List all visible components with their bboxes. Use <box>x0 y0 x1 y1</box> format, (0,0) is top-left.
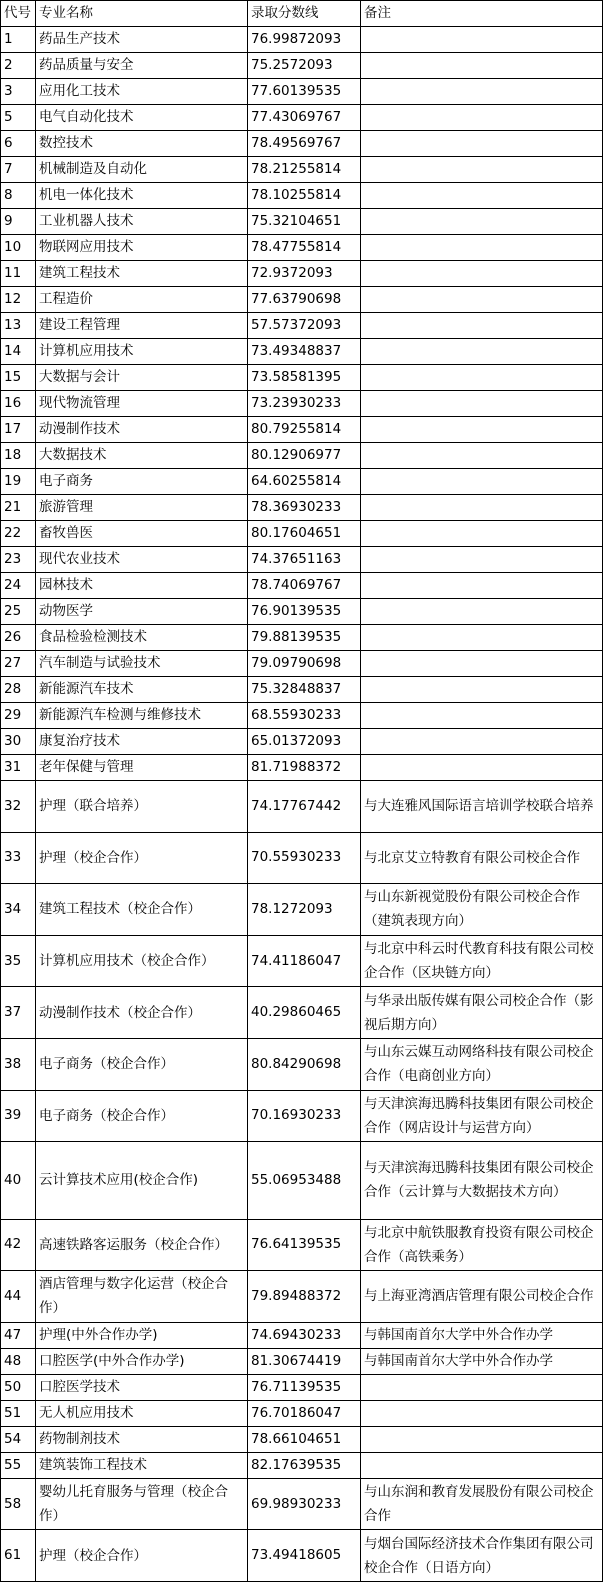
score-cell: 73.49418605 <box>248 1530 361 1582</box>
table-row <box>1 729 603 755</box>
note-cell <box>361 573 603 599</box>
major-cell: 园林技术 <box>36 573 248 599</box>
note-cell <box>361 131 603 157</box>
code-cell: 58 <box>1 1478 36 1530</box>
major-cell: 电子商务（校企合作） <box>36 1090 248 1142</box>
score-cell: 79.89488372 <box>248 1271 361 1323</box>
note-cell: 与大连雅风国际语言培训学校联合培养 <box>361 781 603 833</box>
score-cell: 78.10255814 <box>248 183 361 209</box>
table-row <box>1 183 603 209</box>
code-cell: 23 <box>1 547 36 573</box>
score-cell: 78.1272093 <box>248 884 361 936</box>
major-cell: 机械制造及自动化 <box>36 157 248 183</box>
header-code: 代号 <box>1 1 36 27</box>
major-cell: 无人机应用技术 <box>36 1400 248 1426</box>
score-cell: 80.79255814 <box>248 417 361 443</box>
score-cell: 74.37651163 <box>248 547 361 573</box>
code-cell: 51 <box>1 1400 36 1426</box>
score-cell: 75.2572093 <box>248 53 361 79</box>
table-row <box>1 1038 603 1090</box>
score-cell: 76.71139535 <box>248 1374 361 1400</box>
code-cell: 12 <box>1 287 36 313</box>
major-cell: 口腔医学(中外合作办学) <box>36 1348 248 1374</box>
code-cell: 33 <box>1 832 36 884</box>
code-cell: 17 <box>1 417 36 443</box>
table-row <box>1 79 603 105</box>
score-cell: 78.36930233 <box>248 495 361 521</box>
major-cell: 酒店管理与数字化运营（校企合作） <box>36 1271 248 1323</box>
table-row <box>1 131 603 157</box>
table-row <box>1 261 603 287</box>
header-major: 专业名称 <box>36 1 248 27</box>
score-cell: 80.84290698 <box>248 1038 361 1090</box>
table-row <box>1 1219 603 1271</box>
major-cell: 汽车制造与试验技术 <box>36 651 248 677</box>
note-cell <box>361 53 603 79</box>
note-cell: 与北京中科云时代教育科技有限公司校企合作（区块链方向） <box>361 935 603 987</box>
table-row <box>1 365 603 391</box>
table-row <box>1 1090 603 1142</box>
code-cell: 61 <box>1 1530 36 1582</box>
code-cell: 39 <box>1 1090 36 1142</box>
score-cell: 82.17639535 <box>248 1452 361 1478</box>
note-cell: 与韩国南首尔大学中外合作办学 <box>361 1348 603 1374</box>
note-cell <box>361 105 603 131</box>
note-cell <box>361 391 603 417</box>
table-row <box>1 53 603 79</box>
score-cell: 79.09790698 <box>248 651 361 677</box>
code-cell: 5 <box>1 105 36 131</box>
major-cell: 建筑工程技术 <box>36 261 248 287</box>
table-row <box>1 703 603 729</box>
code-cell: 40 <box>1 1142 36 1219</box>
note-cell: 与华录出版传媒有限公司校企合作（影视后期方向） <box>361 987 603 1039</box>
note-cell <box>361 339 603 365</box>
note-cell <box>361 157 603 183</box>
score-cell: 75.32848837 <box>248 677 361 703</box>
code-cell: 14 <box>1 339 36 365</box>
code-cell: 7 <box>1 157 36 183</box>
table-row <box>1 105 603 131</box>
code-cell: 15 <box>1 365 36 391</box>
note-cell <box>361 1374 603 1400</box>
major-cell: 动漫制作技术（校企合作） <box>36 987 248 1039</box>
major-cell: 计算机应用技术 <box>36 339 248 365</box>
note-cell <box>361 261 603 287</box>
table-row <box>1 599 603 625</box>
major-cell: 建设工程管理 <box>36 313 248 339</box>
score-cell: 76.90139535 <box>248 599 361 625</box>
code-cell: 24 <box>1 573 36 599</box>
note-cell: 与上海亚湾酒店管理有限公司校企合作 <box>361 1271 603 1323</box>
score-cell: 76.64139535 <box>248 1219 361 1271</box>
code-cell: 54 <box>1 1426 36 1452</box>
major-cell: 旅游管理 <box>36 495 248 521</box>
score-cell: 73.49348837 <box>248 339 361 365</box>
score-cell: 78.47755814 <box>248 235 361 261</box>
code-cell: 6 <box>1 131 36 157</box>
code-cell: 8 <box>1 183 36 209</box>
score-cell: 80.12906977 <box>248 443 361 469</box>
score-cell: 64.60255814 <box>248 469 361 495</box>
note-cell <box>361 625 603 651</box>
note-cell <box>361 1426 603 1452</box>
note-cell: 与山东云媒互动网络科技有限公司校企合作（电商创业方向） <box>361 1038 603 1090</box>
major-cell: 畜牧兽医 <box>36 521 248 547</box>
code-cell: 35 <box>1 935 36 987</box>
note-cell: 与韩国南首尔大学中外合作办学 <box>361 1322 603 1348</box>
code-cell: 26 <box>1 625 36 651</box>
major-cell: 高速铁路客运服务（校企合作） <box>36 1219 248 1271</box>
score-cell: 74.17767442 <box>248 781 361 833</box>
major-cell: 新能源汽车检测与维修技术 <box>36 703 248 729</box>
score-cell: 73.23930233 <box>248 391 361 417</box>
note-cell <box>361 235 603 261</box>
major-cell: 数控技术 <box>36 131 248 157</box>
score-cell: 77.63790698 <box>248 287 361 313</box>
note-cell <box>361 703 603 729</box>
code-cell: 11 <box>1 261 36 287</box>
score-cell: 68.55930233 <box>248 703 361 729</box>
header-row <box>1 1 603 27</box>
major-cell: 护理（校企合作） <box>36 832 248 884</box>
note-cell <box>361 547 603 573</box>
major-cell: 康复治疗技术 <box>36 729 248 755</box>
major-cell: 护理（校企合作） <box>36 1530 248 1582</box>
score-cell: 75.32104651 <box>248 209 361 235</box>
table-row <box>1 469 603 495</box>
major-cell: 老年保健与管理 <box>36 755 248 781</box>
table-row <box>1 547 603 573</box>
major-cell: 物联网应用技术 <box>36 235 248 261</box>
note-cell <box>361 209 603 235</box>
score-cell: 73.58581395 <box>248 365 361 391</box>
major-cell: 药物制剂技术 <box>36 1426 248 1452</box>
score-cell: 55.06953488 <box>248 1142 361 1219</box>
code-cell: 44 <box>1 1271 36 1323</box>
code-cell: 9 <box>1 209 36 235</box>
code-cell: 32 <box>1 781 36 833</box>
major-cell: 工业机器人技术 <box>36 209 248 235</box>
note-cell <box>361 287 603 313</box>
score-cell: 81.30674419 <box>248 1348 361 1374</box>
note-cell <box>361 495 603 521</box>
major-cell: 工程造价 <box>36 287 248 313</box>
note-cell <box>361 79 603 105</box>
note-cell: 与烟台国际经济技术合作集团有限公司校企合作（日语方向） <box>361 1530 603 1582</box>
major-cell: 护理（联合培养） <box>36 781 248 833</box>
code-cell: 55 <box>1 1452 36 1478</box>
note-cell <box>361 443 603 469</box>
code-cell: 29 <box>1 703 36 729</box>
major-cell: 电子商务（校企合作） <box>36 1038 248 1090</box>
score-cell: 79.88139535 <box>248 625 361 651</box>
score-cell: 57.57372093 <box>248 313 361 339</box>
code-cell: 21 <box>1 495 36 521</box>
score-cell: 78.49569767 <box>248 131 361 157</box>
table-row <box>1 1400 603 1426</box>
score-cell: 78.66104651 <box>248 1426 361 1452</box>
table-row <box>1 1426 603 1452</box>
table-row <box>1 1374 603 1400</box>
major-cell: 动漫制作技术 <box>36 417 248 443</box>
score-cell: 69.98930233 <box>248 1478 361 1530</box>
score-cell: 70.16930233 <box>248 1090 361 1142</box>
table-row <box>1 157 603 183</box>
major-cell: 建筑装饰工程技术 <box>36 1452 248 1478</box>
note-cell: 与天津滨海迅腾科技集团有限公司校企合作（网店设计与运营方向） <box>361 1090 603 1142</box>
table-row <box>1 391 603 417</box>
table-row <box>1 27 603 53</box>
table-row <box>1 1271 603 1323</box>
table-row <box>1 443 603 469</box>
major-cell: 护理(中外合作办学) <box>36 1322 248 1348</box>
score-cell: 74.41186047 <box>248 935 361 987</box>
note-cell <box>361 469 603 495</box>
table-row <box>1 987 603 1039</box>
table-row <box>1 677 603 703</box>
note-cell <box>361 183 603 209</box>
note-cell: 与天津滨海迅腾科技集团有限公司校企合作（云计算与大数据技术方向） <box>361 1142 603 1219</box>
table-row <box>1 339 603 365</box>
code-cell: 10 <box>1 235 36 261</box>
code-cell: 22 <box>1 521 36 547</box>
table-row <box>1 1322 603 1348</box>
table-row <box>1 1530 603 1582</box>
note-cell <box>361 365 603 391</box>
table-row <box>1 209 603 235</box>
note-cell: 与北京艾立特教育有限公司校企合作 <box>361 832 603 884</box>
score-cell: 76.70186047 <box>248 1400 361 1426</box>
table-row <box>1 755 603 781</box>
score-cell: 78.21255814 <box>248 157 361 183</box>
table-row <box>1 495 603 521</box>
major-cell: 大数据技术 <box>36 443 248 469</box>
major-cell: 电气自动化技术 <box>36 105 248 131</box>
code-cell: 1 <box>1 27 36 53</box>
code-cell: 48 <box>1 1348 36 1374</box>
code-cell: 31 <box>1 755 36 781</box>
score-cell: 76.99872093 <box>248 27 361 53</box>
major-cell: 现代物流管理 <box>36 391 248 417</box>
note-cell: 与山东润和教育发展股份有限公司校企合作 <box>361 1478 603 1530</box>
code-cell: 13 <box>1 313 36 339</box>
note-cell <box>361 313 603 339</box>
major-cell: 电子商务 <box>36 469 248 495</box>
table-row <box>1 1348 603 1374</box>
score-cell: 65.01372093 <box>248 729 361 755</box>
score-cell: 70.55930233 <box>248 832 361 884</box>
score-cell: 81.71988372 <box>248 755 361 781</box>
code-cell: 3 <box>1 79 36 105</box>
score-cell: 77.60139535 <box>248 79 361 105</box>
score-cell: 40.29860465 <box>248 987 361 1039</box>
note-cell <box>361 599 603 625</box>
table-row <box>1 313 603 339</box>
note-cell <box>361 1400 603 1426</box>
major-cell: 食品检验检测技术 <box>36 625 248 651</box>
major-cell: 计算机应用技术（校企合作） <box>36 935 248 987</box>
major-cell: 建筑工程技术（校企合作） <box>36 884 248 936</box>
code-cell: 37 <box>1 987 36 1039</box>
score-cell: 78.74069767 <box>248 573 361 599</box>
major-cell: 现代农业技术 <box>36 547 248 573</box>
header-score: 录取分数线 <box>248 1 361 27</box>
major-cell: 药品生产技术 <box>36 27 248 53</box>
table-row <box>1 651 603 677</box>
table-row <box>1 417 603 443</box>
note-cell: 与北京中航铁服教育投资有限公司校企合作（高铁乘务） <box>361 1219 603 1271</box>
code-cell: 38 <box>1 1038 36 1090</box>
code-cell: 34 <box>1 884 36 936</box>
code-cell: 16 <box>1 391 36 417</box>
score-cell: 80.17604651 <box>248 521 361 547</box>
table-row <box>1 1452 603 1478</box>
code-cell: 18 <box>1 443 36 469</box>
table-row <box>1 625 603 651</box>
score-cell: 72.9372093 <box>248 261 361 287</box>
table-row <box>1 235 603 261</box>
major-cell: 婴幼儿托育服务与管理（校企合作） <box>36 1478 248 1530</box>
table-row <box>1 287 603 313</box>
note-cell: 与山东新视觉股份有限公司校企合作（建筑表现方向） <box>361 884 603 936</box>
note-cell <box>361 755 603 781</box>
code-cell: 28 <box>1 677 36 703</box>
header-note: 备注 <box>361 1 603 27</box>
major-cell: 药品质量与安全 <box>36 53 248 79</box>
code-cell: 19 <box>1 469 36 495</box>
table-row <box>1 884 603 936</box>
code-cell: 42 <box>1 1219 36 1271</box>
table-row <box>1 1142 603 1219</box>
score-cell: 77.43069767 <box>248 105 361 131</box>
major-cell: 大数据与会计 <box>36 365 248 391</box>
major-cell: 口腔医学技术 <box>36 1374 248 1400</box>
major-cell: 动物医学 <box>36 599 248 625</box>
major-cell: 机电一体化技术 <box>36 183 248 209</box>
code-cell: 2 <box>1 53 36 79</box>
note-cell <box>361 417 603 443</box>
code-cell: 27 <box>1 651 36 677</box>
code-cell: 50 <box>1 1374 36 1400</box>
code-cell: 25 <box>1 599 36 625</box>
note-cell <box>361 651 603 677</box>
note-cell <box>361 27 603 53</box>
code-cell: 47 <box>1 1322 36 1348</box>
major-cell: 新能源汽车技术 <box>36 677 248 703</box>
note-cell <box>361 521 603 547</box>
table-row <box>1 521 603 547</box>
major-cell: 应用化工技术 <box>36 79 248 105</box>
note-cell <box>361 677 603 703</box>
score-cell: 74.69430233 <box>248 1322 361 1348</box>
code-cell: 30 <box>1 729 36 755</box>
table-row <box>1 1478 603 1530</box>
table-row <box>1 935 603 987</box>
table-row <box>1 781 603 833</box>
note-cell <box>361 1452 603 1478</box>
table-row <box>1 573 603 599</box>
table-row <box>1 832 603 884</box>
major-cell: 云计算技术应用(校企合作) <box>36 1142 248 1219</box>
note-cell <box>361 729 603 755</box>
